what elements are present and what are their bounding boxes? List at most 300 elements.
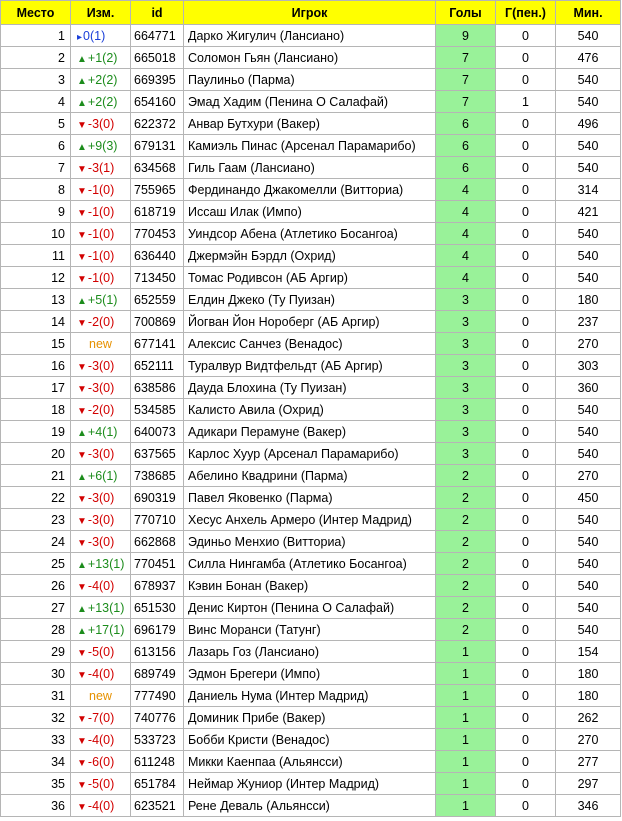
change-cell	[71, 575, 131, 597]
arrow-down-icon: ▼	[77, 251, 87, 263]
change-value: +9(3)	[87, 138, 118, 153]
change-cell	[71, 223, 131, 245]
change-cell	[71, 773, 131, 795]
goals-cell: 6	[436, 135, 496, 157]
change-cell	[71, 465, 131, 487]
place-cell: 17	[1, 377, 71, 399]
goals-cell: 3	[436, 333, 496, 355]
change-cell	[71, 377, 131, 399]
id-cell: 623521	[131, 795, 184, 817]
penalty-goals-cell: 0	[496, 399, 556, 421]
place-cell: 9	[1, 201, 71, 223]
penalty-goals-cell: 1	[496, 91, 556, 113]
id-cell: 755965	[131, 179, 184, 201]
minutes-cell: 540	[556, 245, 621, 267]
goals-cell: 1	[436, 707, 496, 729]
player-cell: Йогван Йон Нороберг (АБ Аргир)	[184, 311, 436, 333]
change-cell	[71, 91, 131, 113]
player-cell: Уиндсор Абена (Атлетико Босангоа)	[184, 223, 436, 245]
id-cell: 740776	[131, 707, 184, 729]
arrow-down-icon: ▼	[77, 515, 87, 527]
penalty-goals-cell: 0	[496, 685, 556, 707]
goals-cell: 3	[436, 311, 496, 333]
minutes-cell: 450	[556, 487, 621, 509]
change-value: +1(2)	[87, 50, 118, 65]
change-value: -6(0)	[87, 754, 115, 769]
table-row	[1, 113, 621, 135]
change-value: -3(0)	[87, 358, 115, 373]
change-value: +2(2)	[87, 94, 118, 109]
change-value: -5(0)	[87, 644, 115, 659]
player-cell: Бобби Кристи (Венадос)	[184, 729, 436, 751]
table-row	[1, 135, 621, 157]
change-value: -3(1)	[87, 160, 115, 175]
player-cell: Доминик Прибе (Вакер)	[184, 707, 436, 729]
change-value: -7(0)	[87, 710, 115, 725]
header-id: id	[131, 1, 184, 25]
minutes-cell: 540	[556, 157, 621, 179]
table-row	[1, 685, 621, 707]
change-value: +2(2)	[87, 72, 118, 87]
goals-cell: 3	[436, 289, 496, 311]
id-cell: 770453	[131, 223, 184, 245]
change-value: -1(0)	[87, 182, 115, 197]
player-cell: Иссаш Илак (Импо)	[184, 201, 436, 223]
place-cell: 29	[1, 641, 71, 663]
table-row	[1, 443, 621, 465]
id-cell: 640073	[131, 421, 184, 443]
change-cell	[71, 311, 131, 333]
change-cell	[71, 47, 131, 69]
penalty-goals-cell: 0	[496, 355, 556, 377]
change-cell	[71, 267, 131, 289]
penalty-goals-cell: 0	[496, 135, 556, 157]
minutes-cell: 237	[556, 311, 621, 333]
change-value: 0(1)	[83, 28, 106, 43]
goals-cell: 4	[436, 179, 496, 201]
id-cell: 651530	[131, 597, 184, 619]
table-row	[1, 663, 621, 685]
table-row	[1, 707, 621, 729]
penalty-goals-cell: 0	[496, 421, 556, 443]
change-value: -3(0)	[87, 534, 115, 549]
table-row	[1, 729, 621, 751]
goals-cell: 6	[436, 157, 496, 179]
place-cell: 33	[1, 729, 71, 751]
id-cell: 678937	[131, 575, 184, 597]
arrow-down-icon: ▼	[77, 493, 87, 505]
goals-cell: 2	[436, 619, 496, 641]
player-cell: Елдин Джеко (Ту Пуизан)	[184, 289, 436, 311]
change-value: -1(0)	[87, 204, 115, 219]
place-cell: 26	[1, 575, 71, 597]
table-row	[1, 421, 621, 443]
penalty-goals-cell: 0	[496, 157, 556, 179]
id-cell: 700869	[131, 311, 184, 333]
arrow-down-icon: ▼	[77, 581, 87, 593]
change-cell	[71, 245, 131, 267]
arrow-down-icon: ▼	[77, 647, 87, 659]
header-row	[1, 1, 621, 25]
minutes-cell: 180	[556, 289, 621, 311]
minutes-cell: 314	[556, 179, 621, 201]
player-cell: Гиль Гаам (Лансиано)	[184, 157, 436, 179]
goals-cell: 3	[436, 443, 496, 465]
change-value: -3(0)	[87, 446, 115, 461]
id-cell: 654160	[131, 91, 184, 113]
change-cell	[71, 751, 131, 773]
id-cell: 662868	[131, 531, 184, 553]
id-cell: 696179	[131, 619, 184, 641]
penalty-goals-cell: 0	[496, 179, 556, 201]
arrow-right-icon: ▸	[77, 31, 83, 43]
table-row	[1, 47, 621, 69]
minutes-cell: 303	[556, 355, 621, 377]
goals-cell: 3	[436, 355, 496, 377]
change-cell	[71, 795, 131, 817]
player-cell: Хесус Анхель Армеро (Интер Мадрид)	[184, 509, 436, 531]
goals-cell: 3	[436, 377, 496, 399]
change-value: -3(0)	[87, 380, 115, 395]
minutes-cell: 270	[556, 333, 621, 355]
table-row	[1, 619, 621, 641]
minutes-cell: 346	[556, 795, 621, 817]
id-cell: 690319	[131, 487, 184, 509]
change-cell	[71, 135, 131, 157]
place-cell: 16	[1, 355, 71, 377]
penalty-goals-cell: 0	[496, 707, 556, 729]
place-cell: 18	[1, 399, 71, 421]
id-cell: 677141	[131, 333, 184, 355]
table-row	[1, 355, 621, 377]
change-value: -1(0)	[87, 270, 115, 285]
player-cell: Алексис Санчез (Венадос)	[184, 333, 436, 355]
goals-cell: 3	[436, 421, 496, 443]
penalty-goals-cell: 0	[496, 773, 556, 795]
arrow-up-icon: ▲	[77, 471, 87, 483]
table-row	[1, 25, 621, 47]
place-cell: 14	[1, 311, 71, 333]
change-value: +13(1)	[87, 556, 125, 571]
goals-cell: 4	[436, 245, 496, 267]
goals-cell: 1	[436, 663, 496, 685]
change-cell	[71, 663, 131, 685]
minutes-cell: 154	[556, 641, 621, 663]
minutes-cell: 270	[556, 729, 621, 751]
penalty-goals-cell: 0	[496, 663, 556, 685]
place-cell: 24	[1, 531, 71, 553]
header-minutes: Мин.	[556, 1, 621, 25]
minutes-cell: 540	[556, 91, 621, 113]
table-row	[1, 575, 621, 597]
player-cell: Даниель Нума (Интер Мадрид)	[184, 685, 436, 707]
place-cell: 6	[1, 135, 71, 157]
player-cell: Адикари Перамуне (Вакер)	[184, 421, 436, 443]
goals-cell: 1	[436, 685, 496, 707]
goals-cell: 1	[436, 751, 496, 773]
goals-cell: 4	[436, 267, 496, 289]
player-cell: Неймар Жуниор (Интер Мадрид)	[184, 773, 436, 795]
id-cell: 652559	[131, 289, 184, 311]
arrow-down-icon: ▼	[77, 361, 87, 373]
change-cell	[71, 399, 131, 421]
place-cell: 25	[1, 553, 71, 575]
change-value: +13(1)	[87, 600, 125, 615]
minutes-cell: 277	[556, 751, 621, 773]
header-goals: Голы	[436, 1, 496, 25]
table-row	[1, 399, 621, 421]
arrow-down-icon: ▼	[77, 383, 87, 395]
change-value: -4(0)	[87, 578, 115, 593]
goals-cell: 2	[436, 531, 496, 553]
table-row	[1, 487, 621, 509]
change-cell	[71, 619, 131, 641]
player-cell: Камиэль Пинас (Арсенал Парамарибо)	[184, 135, 436, 157]
table-row	[1, 157, 621, 179]
table-row	[1, 333, 621, 355]
minutes-cell: 540	[556, 69, 621, 91]
penalty-goals-cell: 0	[496, 47, 556, 69]
minutes-cell: 180	[556, 685, 621, 707]
change-cell	[71, 597, 131, 619]
table-row	[1, 289, 621, 311]
table-row	[1, 465, 621, 487]
minutes-cell: 297	[556, 773, 621, 795]
table-row	[1, 245, 621, 267]
player-cell: Эдиньо Менхио (Витториа)	[184, 531, 436, 553]
arrow-down-icon: ▼	[77, 449, 87, 461]
id-cell: 665018	[131, 47, 184, 69]
change-value: +17(1)	[87, 622, 125, 637]
header-player: Игрок	[184, 1, 436, 25]
id-cell: 638586	[131, 377, 184, 399]
penalty-goals-cell: 0	[496, 201, 556, 223]
table-row	[1, 553, 621, 575]
id-cell: 611248	[131, 751, 184, 773]
place-cell: 4	[1, 91, 71, 113]
penalty-goals-cell: 0	[496, 69, 556, 91]
arrow-up-icon: ▲	[77, 75, 87, 87]
table-row	[1, 509, 621, 531]
change-cell	[71, 201, 131, 223]
change-value: -4(0)	[87, 732, 115, 747]
minutes-cell: 421	[556, 201, 621, 223]
goals-cell: 6	[436, 113, 496, 135]
minutes-cell: 180	[556, 663, 621, 685]
player-cell: Павел Яковенко (Парма)	[184, 487, 436, 509]
id-cell: 534585	[131, 399, 184, 421]
arrow-up-icon: ▲	[77, 53, 87, 65]
place-cell: 12	[1, 267, 71, 289]
table-row	[1, 641, 621, 663]
table-row	[1, 751, 621, 773]
arrow-down-icon: ▼	[77, 537, 87, 549]
place-cell: 19	[1, 421, 71, 443]
change-cell	[71, 443, 131, 465]
goals-cell: 2	[436, 487, 496, 509]
change-cell	[71, 179, 131, 201]
place-cell: 23	[1, 509, 71, 531]
player-cell: Соломон Гьян (Лансиано)	[184, 47, 436, 69]
player-cell: Карлос Хуур (Арсенал Парамарибо)	[184, 443, 436, 465]
place-cell: 11	[1, 245, 71, 267]
change-value: +4(1)	[87, 424, 118, 439]
change-value: -3(0)	[87, 512, 115, 527]
penalty-goals-cell: 0	[496, 597, 556, 619]
id-cell: 651784	[131, 773, 184, 795]
goals-cell: 7	[436, 47, 496, 69]
change-cell	[71, 509, 131, 531]
table-row	[1, 69, 621, 91]
minutes-cell: 540	[556, 25, 621, 47]
table-row	[1, 91, 621, 113]
penalty-goals-cell: 0	[496, 751, 556, 773]
penalty-goals-cell: 0	[496, 509, 556, 531]
player-cell: Лазарь Гоз (Лансиано)	[184, 641, 436, 663]
penalty-goals-cell: 0	[496, 223, 556, 245]
header-place: Место	[1, 1, 71, 25]
change-cell	[71, 553, 131, 575]
minutes-cell: 540	[556, 421, 621, 443]
place-cell: 30	[1, 663, 71, 685]
penalty-goals-cell: 0	[496, 289, 556, 311]
header-change: Изм.	[71, 1, 131, 25]
goals-cell: 1	[436, 795, 496, 817]
change-value: +6(1)	[87, 468, 118, 483]
table-row	[1, 267, 621, 289]
penalty-goals-cell: 0	[496, 25, 556, 47]
id-cell: 738685	[131, 465, 184, 487]
arrow-up-icon: ▲	[77, 559, 87, 571]
minutes-cell: 540	[556, 531, 621, 553]
arrow-up-icon: ▲	[77, 97, 87, 109]
id-cell: 652111	[131, 355, 184, 377]
place-cell: 28	[1, 619, 71, 641]
penalty-goals-cell: 0	[496, 795, 556, 817]
arrow-down-icon: ▼	[77, 229, 87, 241]
arrow-down-icon: ▼	[77, 119, 87, 131]
player-cell: Силла Нингамба (Атлетико Босангоа)	[184, 553, 436, 575]
arrow-down-icon: ▼	[77, 713, 87, 725]
change-cell	[71, 707, 131, 729]
change-cell	[71, 729, 131, 751]
player-cell: Томас Родивсон (АБ Аргир)	[184, 267, 436, 289]
id-cell: 622372	[131, 113, 184, 135]
id-cell: 634568	[131, 157, 184, 179]
change-value: -1(0)	[87, 226, 115, 241]
minutes-cell: 540	[556, 223, 621, 245]
place-cell: 27	[1, 597, 71, 619]
place-cell: 5	[1, 113, 71, 135]
minutes-cell: 270	[556, 465, 621, 487]
penalty-goals-cell: 0	[496, 443, 556, 465]
arrow-down-icon: ▼	[77, 801, 87, 813]
goals-cell: 2	[436, 553, 496, 575]
change-cell	[71, 157, 131, 179]
penalty-goals-cell: 0	[496, 619, 556, 641]
arrow-down-icon: ▼	[77, 207, 87, 219]
arrow-down-icon: ▼	[77, 273, 87, 285]
penalty-goals-cell: 0	[496, 333, 556, 355]
place-cell: 7	[1, 157, 71, 179]
minutes-cell: 540	[556, 575, 621, 597]
minutes-cell: 540	[556, 399, 621, 421]
player-cell: Эдмон Брегери (Импо)	[184, 663, 436, 685]
goals-cell: 7	[436, 69, 496, 91]
change-value: -3(0)	[87, 116, 115, 131]
id-cell: 618719	[131, 201, 184, 223]
player-cell: Фердинандо Джакомелли (Витториа)	[184, 179, 436, 201]
goals-cell: 4	[436, 223, 496, 245]
player-cell: Дарко Жигулич (Лансиано)	[184, 25, 436, 47]
player-cell: Калисто Авила (Охрид)	[184, 399, 436, 421]
goals-cell: 4	[436, 201, 496, 223]
id-cell: 669395	[131, 69, 184, 91]
minutes-cell: 540	[556, 597, 621, 619]
penalty-goals-cell: 0	[496, 245, 556, 267]
player-cell: Денис Киртон (Пенина О Салафай)	[184, 597, 436, 619]
place-cell: 34	[1, 751, 71, 773]
player-cell: Дауда Блохина (Ту Пуизан)	[184, 377, 436, 399]
goals-cell: 2	[436, 575, 496, 597]
change-cell	[71, 355, 131, 377]
place-cell: 13	[1, 289, 71, 311]
arrow-up-icon: ▲	[77, 625, 87, 637]
change-cell	[71, 69, 131, 91]
place-cell: 36	[1, 795, 71, 817]
change-value: +5(1)	[87, 292, 118, 307]
goals-cell: 7	[436, 91, 496, 113]
goals-cell: 3	[436, 399, 496, 421]
id-cell: 777490	[131, 685, 184, 707]
table-row	[1, 223, 621, 245]
place-cell: 10	[1, 223, 71, 245]
player-cell: Кэвин Бонан (Вакер)	[184, 575, 436, 597]
minutes-cell: 540	[556, 443, 621, 465]
table-row	[1, 377, 621, 399]
goals-cell: 1	[436, 641, 496, 663]
change-cell	[71, 421, 131, 443]
player-cell: Туралвур Видтфельдт (АБ Аргир)	[184, 355, 436, 377]
id-cell: 664771	[131, 25, 184, 47]
goals-cell: 2	[436, 465, 496, 487]
penalty-goals-cell: 0	[496, 267, 556, 289]
change-cell	[71, 113, 131, 135]
penalty-goals-cell: 0	[496, 377, 556, 399]
arrow-down-icon: ▼	[77, 735, 87, 747]
minutes-cell: 540	[556, 553, 621, 575]
arrow-down-icon: ▼	[77, 185, 87, 197]
table-row	[1, 531, 621, 553]
table-row	[1, 773, 621, 795]
penalty-goals-cell: 0	[496, 575, 556, 597]
arrow-down-icon: ▼	[77, 757, 87, 769]
player-cell: Джермэйн Бэрдл (Охрид)	[184, 245, 436, 267]
place-cell: 15	[1, 333, 71, 355]
player-cell: Винс Моранси (Татунг)	[184, 619, 436, 641]
player-cell: Абелино Квадрини (Парма)	[184, 465, 436, 487]
minutes-cell: 496	[556, 113, 621, 135]
penalty-goals-cell: 0	[496, 553, 556, 575]
minutes-cell: 476	[556, 47, 621, 69]
arrow-up-icon: ▲	[77, 141, 87, 153]
change-cell	[71, 289, 131, 311]
minutes-cell: 540	[556, 267, 621, 289]
id-cell: 636440	[131, 245, 184, 267]
id-cell: 679131	[131, 135, 184, 157]
minutes-cell: 540	[556, 619, 621, 641]
table-row	[1, 201, 621, 223]
